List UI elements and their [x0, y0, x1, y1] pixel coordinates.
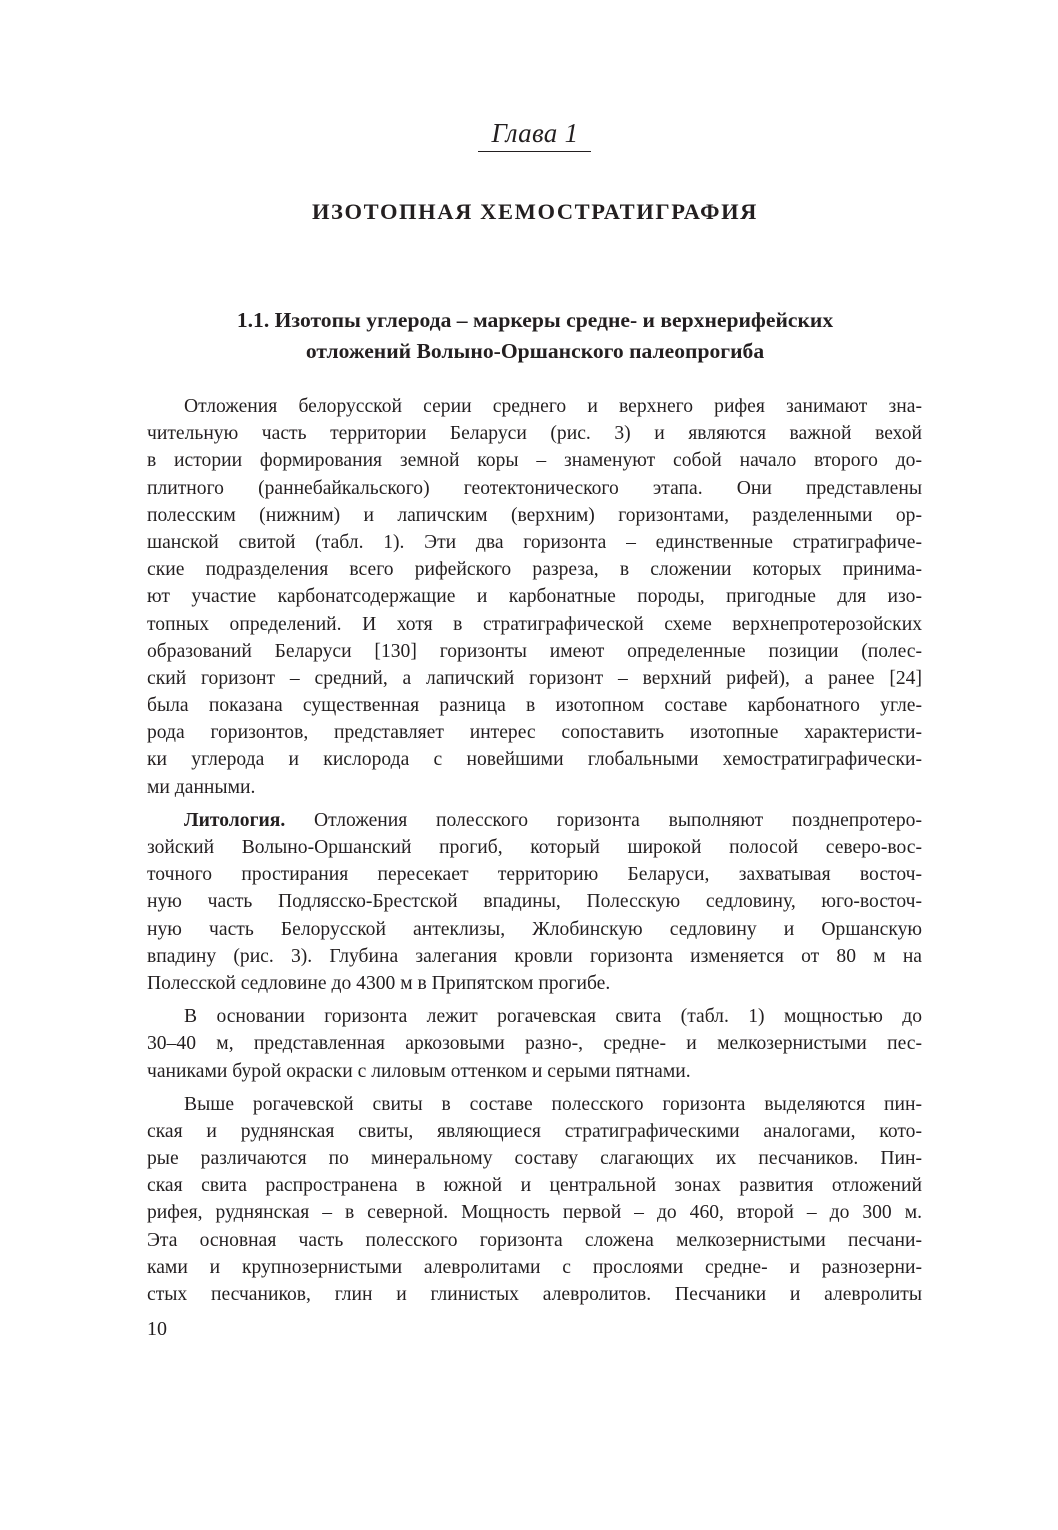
text-line: Отложения белорусской серии среднего и верхнего рифея занимают зна-	[184, 396, 922, 417]
text-fragment: Отложения полесского горизонта выполняют позднепротеро-	[285, 809, 922, 831]
paragraph	[147, 1091, 922, 1309]
text-line: была показана существенная разница в изотопном составе карбонатного угле-	[147, 695, 922, 717]
runin-heading: Литология.	[184, 809, 286, 831]
text-line: зойский Волыно-Оршанский прогиб, который широкой полосой северо-вос-	[147, 837, 922, 858]
text-line: чительную часть территории Беларуси (рис. 3) и являются важной вехой	[147, 423, 922, 445]
paragraph	[147, 1003, 922, 1085]
text-line: стых песчаников, глин и глинистых алевролитов. Песчаники и алевролиты	[147, 1284, 922, 1305]
text-line: рифея, руднянская – в северной. Мощность первой – до 460, второй – до 300 м.	[147, 1202, 922, 1224]
text-line: ская и руднянская свиты, являющиеся стратиграфическими аналогами, кото-	[147, 1120, 922, 1142]
section-title-line: отложений Волыно-Оршанского палеопрогиба	[305, 339, 765, 363]
text-line: рода горизонтов, представляет интерес сопоставить изотопные характеристи-	[147, 722, 922, 744]
text-line: ную часть Подлясско-Брестской впадины, Полесскую седловину, юго-восточ-	[147, 891, 922, 913]
chapter-underline	[478, 151, 591, 152]
text-line: топных определений. И хотя в стратиграфической схеме верхнепротерозойских	[147, 613, 922, 635]
text-line: ками и крупнозернистыми алевролитами с прослоями средне- и разнозерни-	[147, 1256, 922, 1278]
text-line: образований Беларуси [130] горизонты имеют определенные позиции (полес-	[147, 640, 922, 662]
section-title-line: 1.1. Изотопы углерода – маркеры средне- и верхнерифейских	[236, 308, 834, 332]
page-number: 10	[147, 1318, 167, 1340]
text-line: впадину (рис. 3). Глубина залегания кровли горизонта изменяется от 80 м на	[147, 945, 922, 967]
text-line: ную часть Белорусской антеклизы, Жлобинскую седловину и Оршанскую	[147, 918, 922, 940]
text-line: ми данными.	[147, 776, 256, 798]
text-line: Эта основная часть полесского горизонта сложена мелкозернистыми песчани-	[147, 1229, 922, 1251]
body-text	[147, 393, 922, 1308]
text-line: точного простирания пересекает территорию Беларуси, захватывая восточ-	[147, 864, 922, 886]
text-line: полесским (нижним) и лапичским (верхним) горизонтами, разделенными ор-	[147, 504, 922, 526]
chapter-label: Глава 1	[491, 118, 579, 148]
text-line: ки углерода и кислорода с новейшими глобальными хемостратиграфически-	[147, 749, 922, 771]
text-line: 30–40 м, представленная аркозовыми разно-, средне- и мелкозернистыми пес-	[147, 1033, 922, 1055]
text-line: ская свита распространена в южной и центральной зонах развития отложений	[147, 1175, 922, 1197]
text-line: ские подразделения всего рифейского разреза, в сложении которых принима-	[147, 559, 922, 581]
paragraph	[147, 807, 922, 997]
text-line: Выше рогачевской свиты в составе полесского горизонта выделяются пин-	[184, 1093, 922, 1115]
paragraph	[147, 393, 922, 801]
text-line: шанской свитой (табл. 1). Эти два горизонта – единственные стратиграфиче-	[147, 531, 922, 553]
text-line: Полесской седловине до 4300 м в Припятском прогибе.	[147, 972, 611, 994]
section-title	[180, 305, 890, 367]
text-line: рые различаются по минеральному составу слагающих их песчаников. Пин-	[147, 1148, 922, 1170]
text-line: чаниками бурой окраски с лиловым оттенком и серыми пятнами.	[147, 1060, 691, 1082]
text-line: ют участие карбонатсодержащие и карбонатные породы, пригодные для изо-	[147, 586, 922, 608]
text-line: В основании горизонта лежит рогачевская свита (табл. 1) мощностью до	[184, 1006, 922, 1028]
text-line: ский горизонт – средний, а лапичский горизонт – верхний рифей), а ранее [24]	[147, 667, 922, 689]
text-line	[147, 807, 922, 834]
text-line: плитного (раннебайкальского) геотектонического этапа. Они представлены	[147, 477, 922, 499]
text-line: в истории формирования земной коры – знаменуют собой начало второго до-	[147, 450, 922, 472]
chapter-title: ИЗОТОПНАЯ ХЕМОСТРАТИГРАФИЯ	[311, 199, 759, 224]
